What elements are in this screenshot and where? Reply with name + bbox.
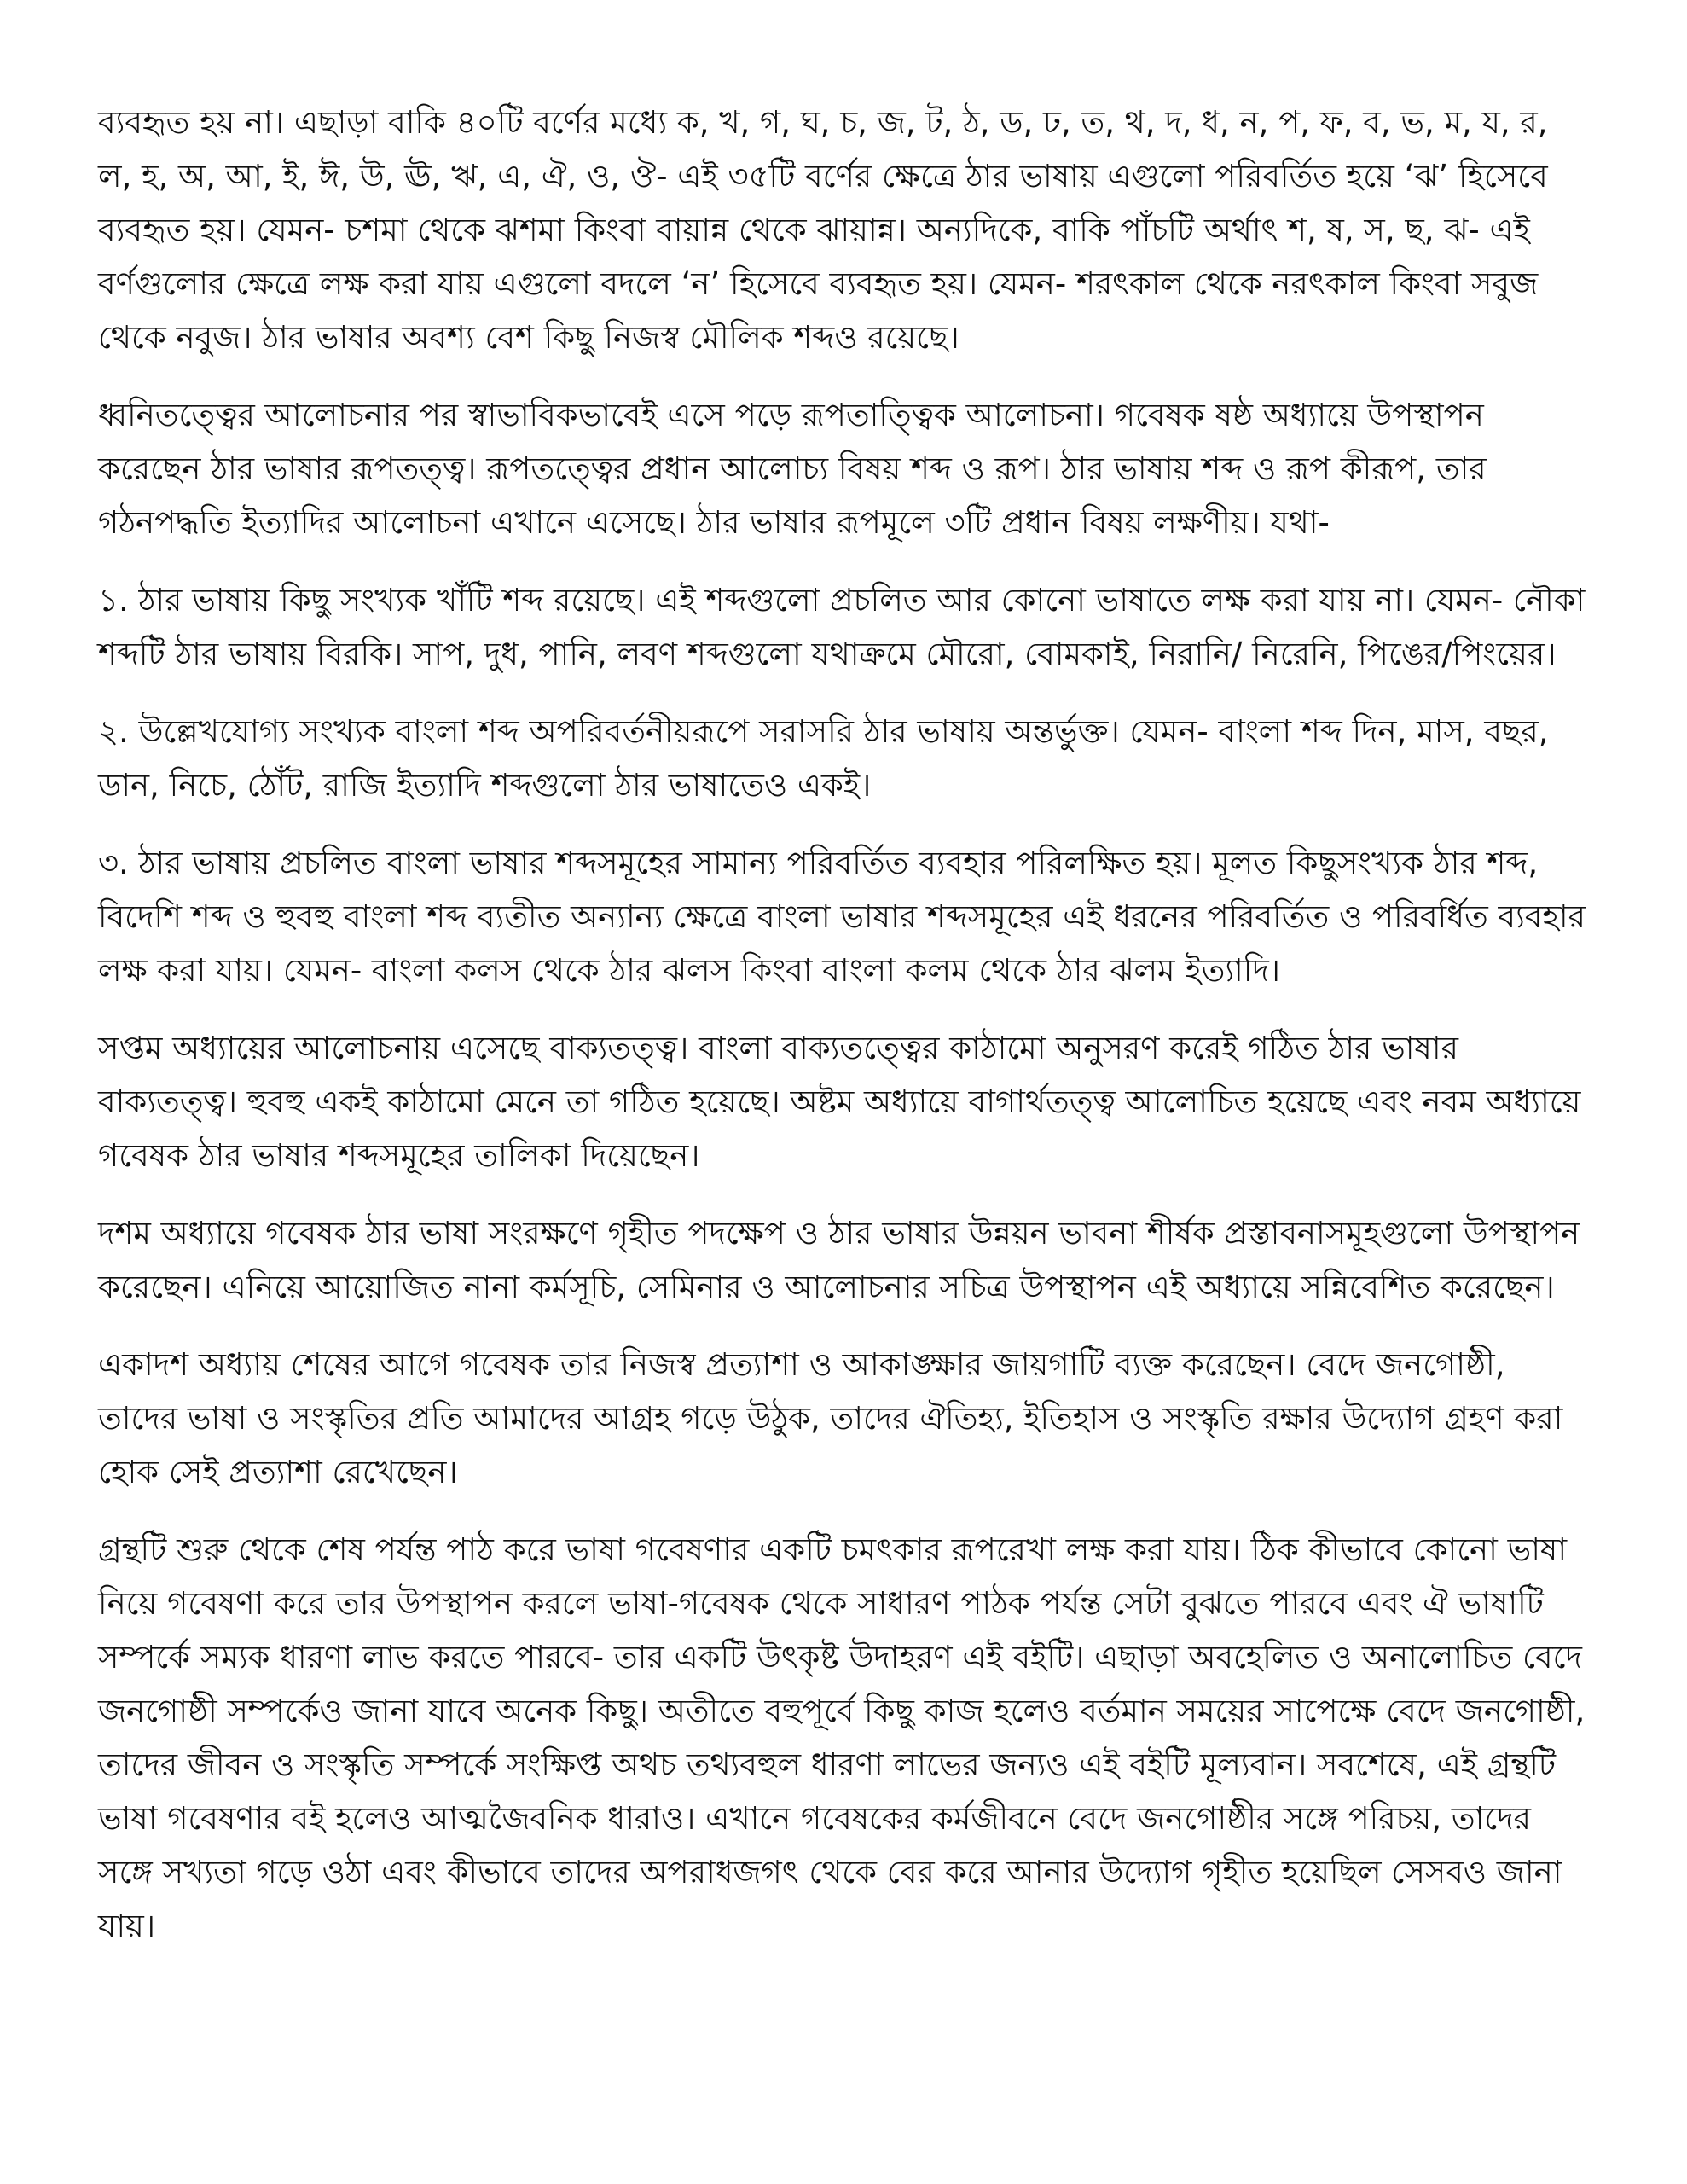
paragraph-3: ১. ঠার ভাষায় কিছু সংখ্যক খাঁটি শব্দ রয়েছে। এই শব্দগুলো প্রচলিত আর কোনো ভাষাতে লক্ষ করা যায় না। যেমন- নৌকা শব্দটি ঠার ভাষায় বিরকি। সাপ, দুধ, পানি, লবণ শব্দগুলো যথাক্রমে মৌরো, বোমকাই, নিরানি/ নিরেনি, পিঙের/পিংয়ের। — [98, 582, 1586, 672]
paragraph-5: ৩. ঠার ভাষায় প্রচলিত বাংলা ভাষার শব্দসমূহের সামান্য পরিবর্তিত ব্যবহার পরিলক্ষিত হয়। মূলত কিছুসংখ্যক ঠার শব্দ, বিদেশি শব্দ ও হুবহু বাংলা শব্দ ব্যতীত অন্যান্য ক্ষেত্রে বাংলা ভাষার শব্দসমূহের এই ধরনের পরিবর্তিত ও পরিবর্ধিত ব্যবহার লক্ষ করা যায়। যেমন- বাংলা কলস থেকে ঠার ঝলস কিংবা বাংলা কলম থেকে ঠার ঝলম ইত্যাদি। — [98, 845, 1586, 989]
paragraph-7: দশম অধ্যায়ে গবেষক ঠার ভাষা সংরক্ষণে গৃহীত পদক্ষেপ ও ঠার ভাষার উন্নয়ন ভাবনা শীর্ষক প্রস্তাবনাসমূহগুলো উপস্থাপন করেছেন। এনিয়ে আয়োজিত নানা কর্মসূচি, সেমিনার ও আলোচনার সচিত্র উপস্থাপন এই অধ্যায়ে সন্নিবেশিত করেছেন। — [98, 1215, 1580, 1305]
paragraph-8: একাদশ অধ্যায় শেষের আগে গবেষক তার নিজস্ব প্রত্যাশা ও আকাঙ্ক্ষার জায়গাটি ব্যক্ত করেছেন। বেদে জনগোষ্ঠী, তাদের ভাষা ও সংস্কৃতির প্রতি আমাদের আগ্রহ গড়ে উঠুক, তাদের ঐতিহ্য, ইতিহাস ও সংস্কৃতি রক্ষার উদ্যোগ গ্রহণ করা হোক সেই প্রত্যাশা রেখেছেন। — [98, 1346, 1563, 1490]
paragraph-2: ধ্বনিতত্ত্বের আলোচনার পর স্বাভাবিকভাবেই এসে পড়ে রূপতাত্ত্বিক আলোচনা। গবেষক ষষ্ঠ অধ্যায়ে উপস্থাপন করেছেন ঠার ভাষার রূপতত্ত্ব। রূপতত্ত্বের প্রধান আলোচ্য বিষয় শব্দ ও রূপ। ঠার ভাষায় শব্দ ও রূপ কীরূপ, তার গঠনপদ্ধতি ইত্যাদির আলোচনা এখানে এসেছে। ঠার ভাষার রূপমূলে ৩টি প্রধান বিষয় লক্ষণীয়। যথা- — [98, 397, 1487, 541]
paragraph-6: সপ্তম অধ্যায়ের আলোচনায় এসেছে বাক্যতত্ত্ব। বাংলা বাক্যতত্ত্বের কাঠামো অনুসরণ করেই গঠিত ঠার ভাষার বাক্যতত্ত্ব। হুবহু একই কাঠামো মেনে তা গঠিত হয়েছে। অষ্টম অধ্যায়ে বাগার্থতত্ত্ব আলোচিত হয়েছে এবং নবম অধ্যায়ে গবেষক ঠার ভাষার শব্দসমূহের তালিকা দিয়েছেন। — [98, 1030, 1581, 1174]
paragraph-1: ব্যবহৃত হয় না। এছাড়া বাকি ৪০টি বর্ণের মধ্যে ক, খ, গ, ঘ, চ, জ, ট, ঠ, ড, ঢ, ত, থ, দ, ধ, ন, প, ফ, ব, ভ, ম, য, র, ল, হ, অ, আ, ই, ঈ, উ, ঊ, ঋ, এ, ঐ, ও, ঔ- এই ৩৫টি বর্ণের ক্ষেত্রে ঠার ভাষায় এগুলো পরিবর্তিত হয়ে ‘ঝ’ হিসেবে ব্যবহৃত হয়। যেমন- চশমা থেকে ঝশমা কিংবা বায়ান্ন থেকে ঝায়ান্ন। অন্যদিকে, বাকি পাঁচটি অর্থাৎ শ, ষ, স, ছ, ঝ- এই বর্ণগুলোর ক্ষেত্রে লক্ষ করা যায় এগুলো বদলে ‘ন’ হিসেবে ব্যবহৃত হয়। যেমন- শরৎকাল থেকে নরৎকাল কিংবা সবুজ থেকে নবুজ। ঠার ভাষার অবশ্য বেশ কিছু নিজস্ব মৌলিক শব্দও রয়েছে। — [98, 104, 1548, 356]
document-body — [98, 96, 1591, 1977]
paragraph-9: গ্রন্থটি শুরু থেকে শেষ পর্যন্ত পাঠ করে ভাষা গবেষণার একটি চমৎকার রূপরেখা লক্ষ করা যায়। ঠিক কীভাবে কোনো ভাষা নিয়ে গবেষণা করে তার উপস্থাপন করলে ভাষা-গবেষক থেকে সাধারণ পাঠক পর্যন্ত সেটা বুঝতে পারবে এবং ঐ ভাষাটি সম্পর্কে সম্যক ধারণা লাভ করতে পারবে- তার একটি উৎকৃষ্ট উদাহরণ এই বইটি। এছাড়া অবহেলিত ও অনালোচিত বেদে জনগোষ্ঠী সম্পর্কেও জানা যাবে অনেক কিছু। অতীতে বহুপূর্বে কিছু কাজ হলেও বর্তমান সময়ের সাপেক্ষে বেদে জনগোষ্ঠী, তাদের জীবন ও সংস্কৃতি সম্পর্কে সংক্ষিপ্ত অথচ তথ্যবহুল ধারণা লাভের জন্যও এই বইটি মূল্যবান। সবশেষে, এই গ্রন্থটি ভাষা গবেষণার বই হলেও আত্মজৈবনিক ধারাও। এখানে গবেষকের কর্মজীবনে বেদে জনগোষ্ঠীর সঙ্গে পরিচয়, তাদের সঙ্গে সখ্যতা গড়ে ওঠা এবং কীভাবে তাদের অপরাধজগৎ থেকে বের করে আনার উদ্যোগ গৃহীত হয়েছিল সেসবও জানা যায়। — [98, 1531, 1586, 1944]
paragraph-4: ২. উল্লেখযোগ্য সংখ্যক বাংলা শব্দ অপরিবর্তনীয়রূপে সরাসরি ঠার ভাষায় অন্তর্ভুক্ত। যেমন- বাংলা শব্দ দিন, মাস, বছর, ডান, নিচে, ঠোঁট, রাজি ইত্যাদি শব্দগুলো ঠার ভাষাতেও একই। — [98, 713, 1549, 804]
